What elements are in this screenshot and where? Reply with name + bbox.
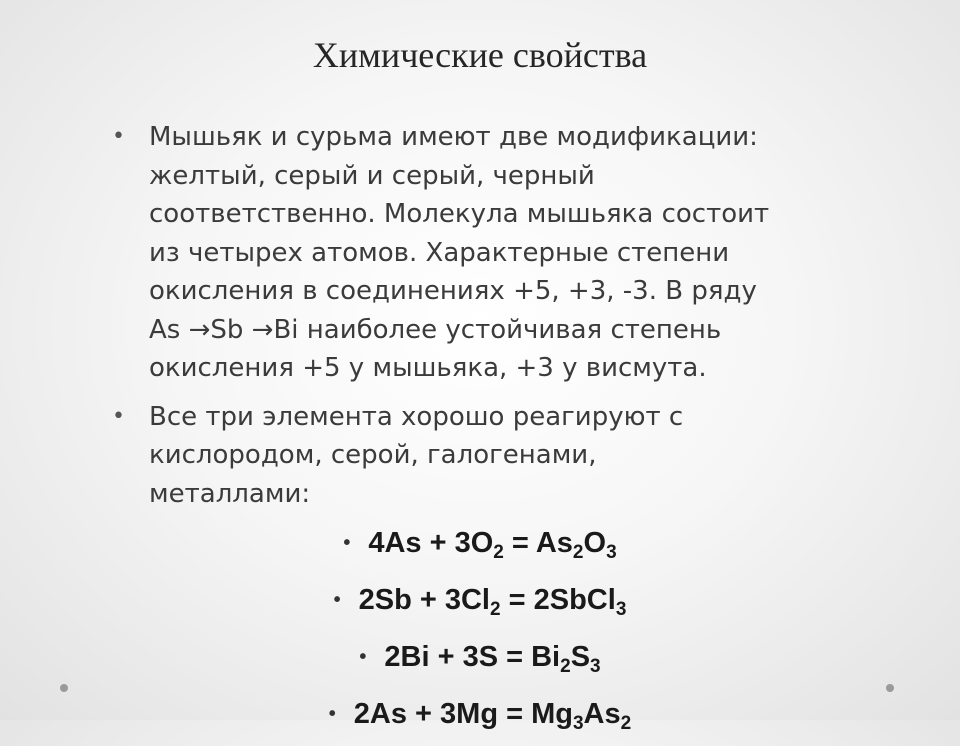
equation-text: As bbox=[583, 698, 621, 730]
equation-item bbox=[0, 632, 960, 689]
bullet-icon: • bbox=[328, 703, 336, 725]
equation-subscript: 3 bbox=[606, 542, 617, 563]
nav-dot-left bbox=[60, 684, 68, 692]
equation-subscript: 3 bbox=[615, 599, 627, 620]
text-line: Все три элемента хорошо реагируют с bbox=[149, 401, 684, 432]
text-line: из четырех атомов. Характерные степени bbox=[149, 237, 730, 268]
equation-item bbox=[0, 689, 960, 746]
equation-text: S bbox=[570, 641, 591, 673]
slide-title: Химические свойства bbox=[312, 35, 648, 75]
bullet-icon: • bbox=[359, 646, 367, 668]
equation-text: = As bbox=[503, 527, 573, 559]
equation-subscript: 3 bbox=[590, 656, 601, 677]
equation-subscript: 2 bbox=[572, 542, 584, 563]
bullet-icon: • bbox=[112, 124, 125, 149]
equation-subscript: 3 bbox=[572, 713, 584, 734]
bullet-item bbox=[112, 118, 892, 388]
equation-item bbox=[0, 518, 960, 575]
slide-content bbox=[112, 118, 892, 513]
text-line: соответственно. Молекула мышьяка состоит bbox=[149, 199, 770, 229]
equation-text: 4As + 3O bbox=[368, 527, 494, 559]
equation-list bbox=[0, 518, 960, 746]
equation-subscript: 2 bbox=[489, 599, 501, 620]
text-line: металлами: bbox=[149, 478, 311, 509]
text-line: желтый, серый и серый, черный bbox=[149, 160, 595, 191]
equation-text: = 2SbCl bbox=[500, 584, 616, 616]
nav-dot-right bbox=[886, 684, 894, 692]
bullet-icon: • bbox=[343, 532, 351, 554]
equation-item bbox=[0, 575, 960, 632]
bullet-icon: • bbox=[112, 403, 125, 429]
equation-subscript: 2 bbox=[620, 713, 632, 734]
equation-text: 2Sb + 3Cl bbox=[358, 584, 490, 616]
text-line: As →Sb →Bi наиболее устойчивая степень bbox=[149, 314, 722, 345]
equation-subscript: 2 bbox=[493, 542, 504, 563]
text-line: Мышьяк и сурьма имеют две модификации: bbox=[149, 122, 758, 152]
text-line: кислородом, серой, галогенами, bbox=[149, 440, 597, 470]
equation-text: 2Bi + 3S = Bi bbox=[384, 641, 561, 673]
bullet-icon: • bbox=[333, 589, 341, 611]
equation-subscript: 2 bbox=[560, 656, 571, 677]
text-line: окисления в соединениях +5, +3, -3. В ряду bbox=[149, 276, 757, 306]
equation-text: 2As + 3Mg = Mg bbox=[353, 698, 573, 730]
equation-text: O bbox=[583, 527, 607, 559]
bullet-item bbox=[112, 398, 892, 514]
text-line: окисления +5 у мышьяка, +3 у висмута. bbox=[149, 353, 707, 383]
